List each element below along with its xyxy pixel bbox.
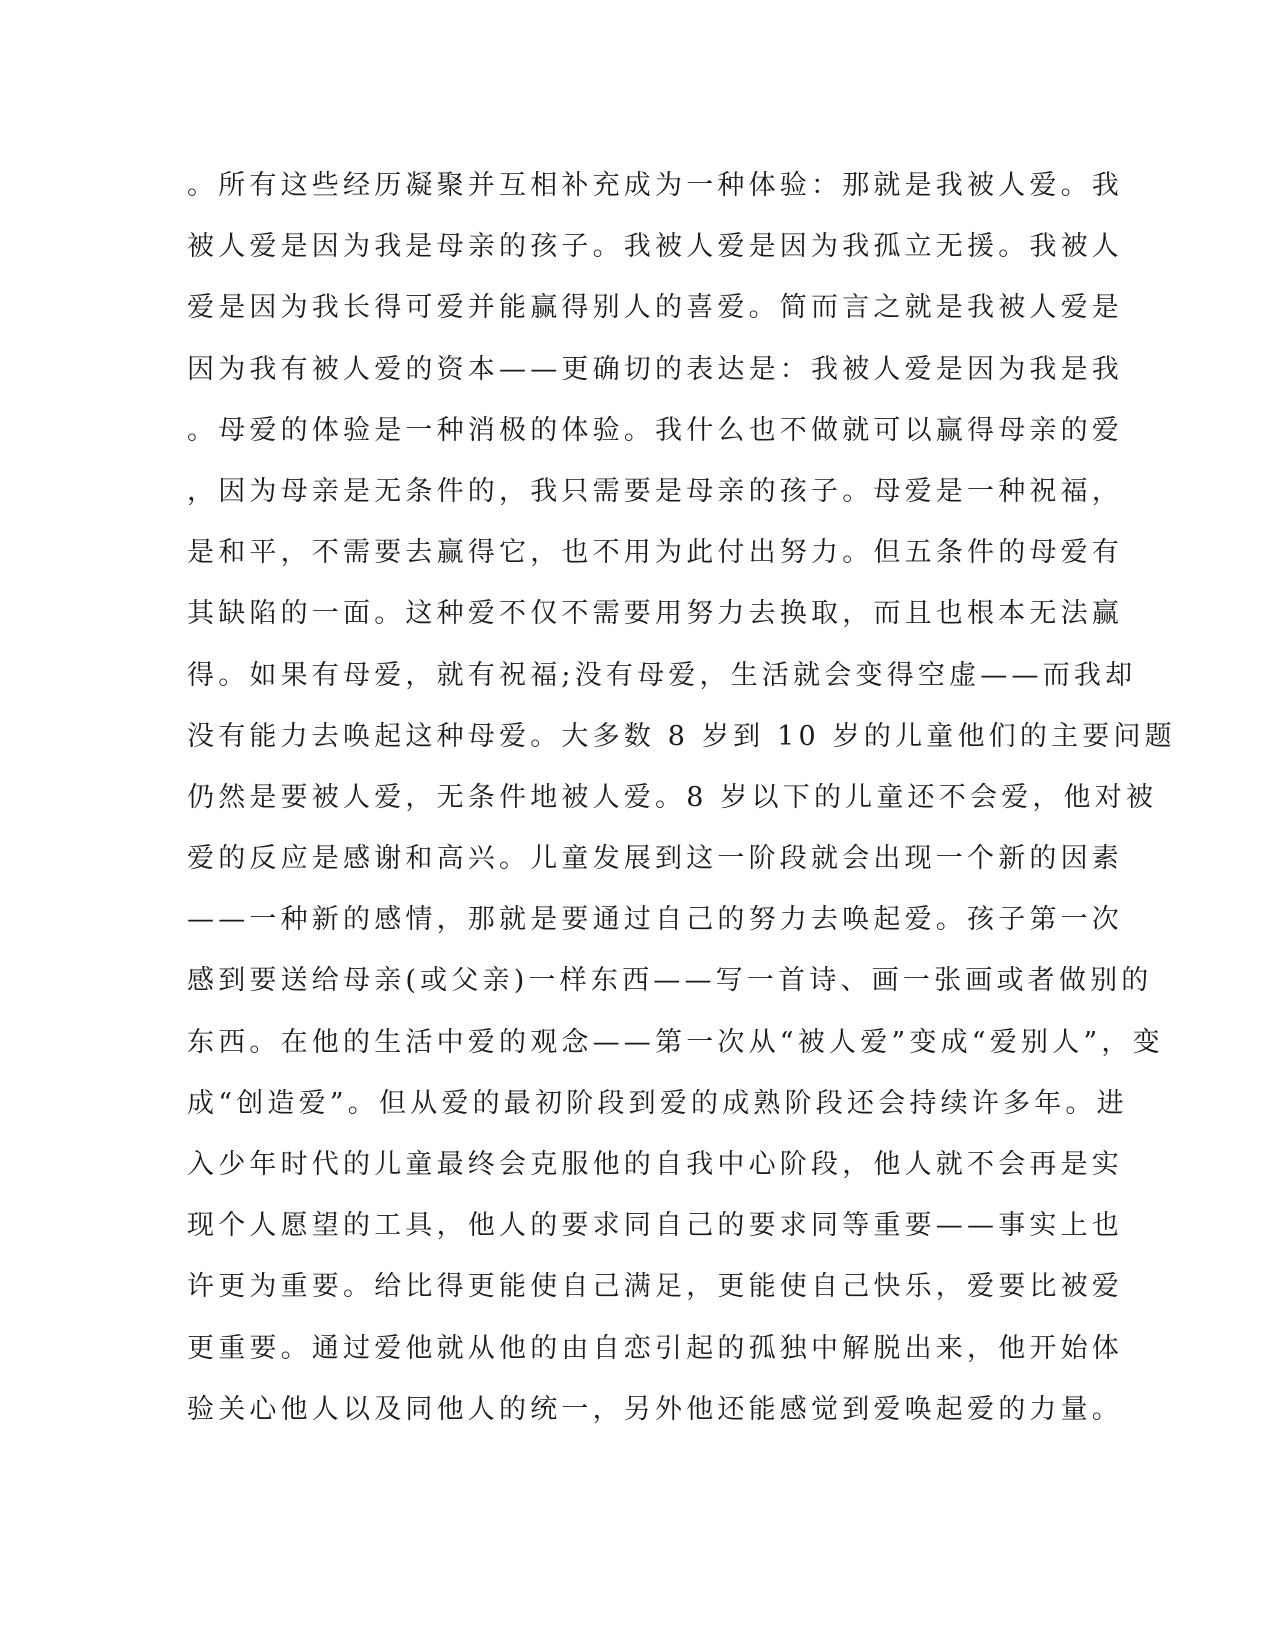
text-line: 。所有这些经历凝聚并互相补充成为一种体验：那就是我被人爱。我 bbox=[187, 170, 1123, 201]
text-line: ，因为母亲是无条件的，我只需要是母亲的孩子。母爱是一种祝福， bbox=[187, 475, 1123, 507]
text-line: 因为我有被人爱的资本——更确切的表达是：我被人爱是因为我是我 bbox=[187, 353, 1123, 385]
text-line: 被人爱是因为我是母亲的孩子。我被人爱是因为我孤立无援。我被人 bbox=[187, 231, 1123, 263]
text-line: 许更为重要。给比得更能使自己满足，更能使自己快乐，爱要比被爱 bbox=[187, 1271, 1123, 1303]
text-line: 仍然是要被人爱，无条件地被人爱。8 岁以下的儿童还不会爱，他对被 bbox=[187, 781, 1158, 813]
text-line: 没有能力去唤起这种母爱。大多数 8 岁到 10 岁的儿童他们的主要问题 bbox=[187, 720, 1176, 752]
text-line: 爱的反应是感谢和高兴。儿童发展到这一阶段就会出现一个新的因素 bbox=[187, 843, 1123, 875]
text-line: 得。如果有母爱，就有祝福;没有母爱，生活就会变得空虚——而我却 bbox=[187, 659, 1137, 691]
text-line: 感到要送给母亲(或父亲)一样东西——写一首诗、画一张画或者做别的 bbox=[187, 965, 1153, 997]
text-line: 现个人愿望的工具，他人的要求同自己的要求同等重要——事实上也 bbox=[187, 1210, 1123, 1242]
text-line: 验关心他人以及同他人的统一，另外他还能感觉到爱唤起爱的力量。 bbox=[187, 1393, 1123, 1425]
text-line: 更重要。通过爱他就从他的由自恋引起的孤独中解脱出来，他开始体 bbox=[187, 1332, 1123, 1364]
text-line: 爱是因为我长得可爱并能赢得别人的喜爱。简而言之就是我被人爱是 bbox=[187, 292, 1123, 324]
text-line: ——一种新的感情，那就是要通过自己的努力去唤起爱。孩子第一次 bbox=[187, 904, 1123, 936]
text-line: 其缺陷的一面。这种爱不仅不需要用努力去换取，而且也根本无法赢 bbox=[187, 598, 1123, 630]
text-line: 入少年时代的儿童最终会克服他的自我中心阶段，他人就不会再是实 bbox=[187, 1149, 1123, 1180]
body-text bbox=[187, 166, 1176, 1451]
text-line: 是和平，不需要去赢得它，也不用为此付出努力。但五条件的母爱有 bbox=[187, 537, 1123, 569]
text-line: 东西。在他的生活中爱的观念——第一次从“被人爱”变成“爱别人”，变 bbox=[187, 1026, 1164, 1058]
text-line: 。母爱的体验是一种消极的体验。我什么也不做就可以赢得母亲的爱 bbox=[187, 414, 1123, 446]
text-line: 成“创造爱”。但从爱的最初阶段到爱的成熟阶段还会持续许多年。进 bbox=[187, 1087, 1128, 1119]
